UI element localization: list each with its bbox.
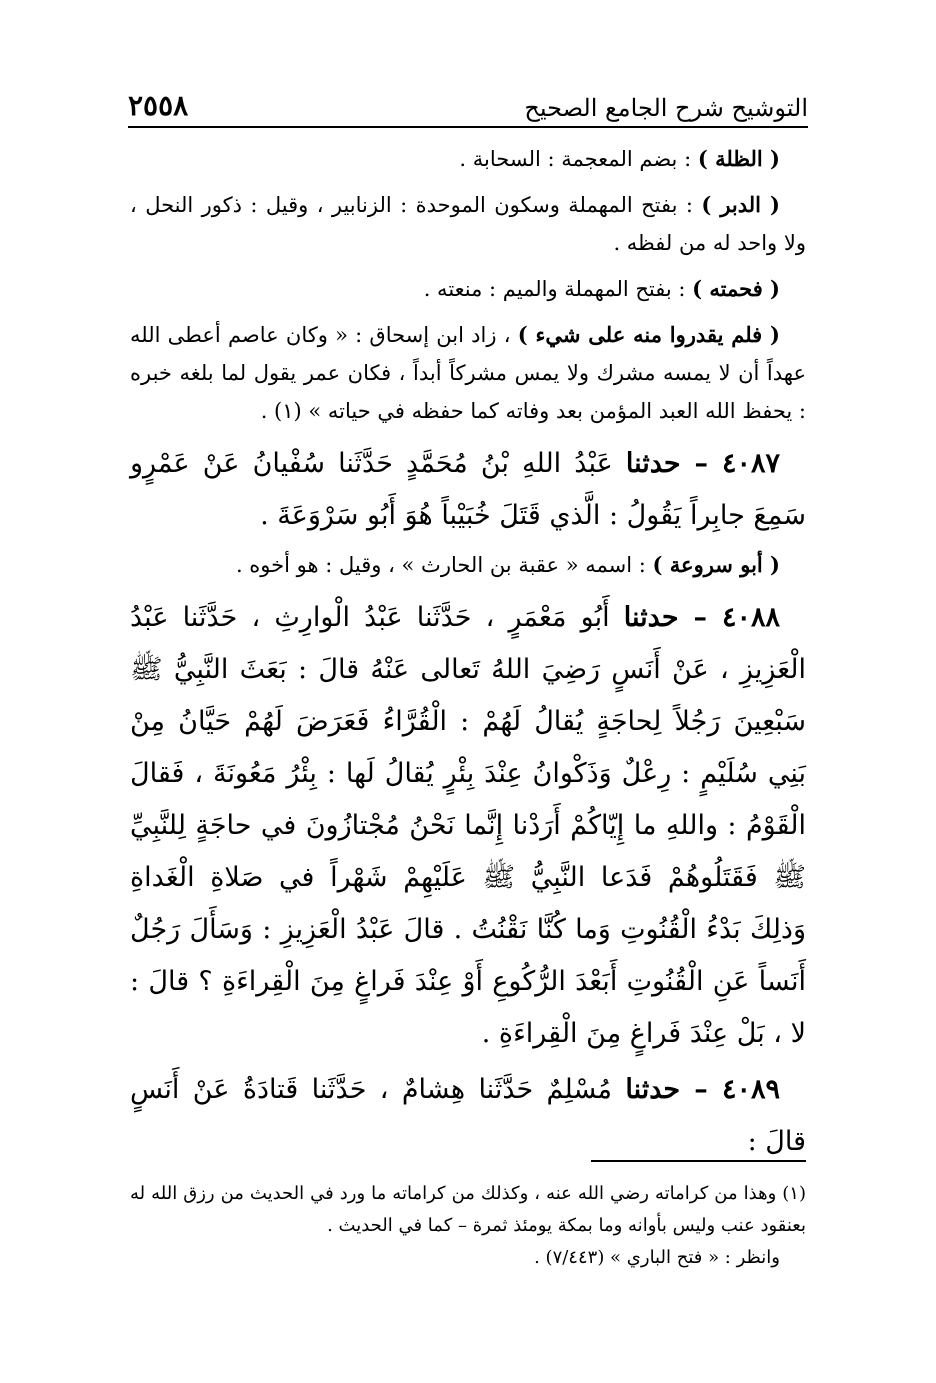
footnote-reference: وانظر : « فتح الباري » (٧/٤٤٣) . (534, 1247, 780, 1268)
gloss-text: ، زاد ابن إسحاق : « وكان عاصم أعطى الله عهداً أن لا يمسه مشرك ولا يمس مشركاً أبداً ، فكان عمر يقول لما بلغه خبره : يحفظ الله العبد المؤمن بعد وفاته كما حفظه في حياته » (١) . (130, 323, 806, 423)
header-rule (128, 126, 808, 128)
page-number: ٢٥٥٨ (128, 89, 189, 122)
gloss-term: ( فلم يقدروا منه على شيء ) (517, 322, 780, 347)
gloss-term: ( الدبر ) (701, 192, 780, 217)
hadith-text: عَبْدُ اللهِ بْنُ مُحَمَّدٍ حَدَّثَنا سُفْيانُ عَنْ عَمْرٍو سَمِعَ جابِراً يَقُولُ : الَّذي قَتَلَ خُبَيْباً هُوَ أَبُو سَرْوَعَةَ . (130, 448, 806, 531)
gloss-term: ( فحمته ) (692, 276, 780, 301)
hadith-number: ٤٠٨٨ – حدثنا (623, 602, 780, 633)
hadith-number: ٤٠٨٧ – حدثنا (625, 448, 780, 479)
footnote-separator (591, 1160, 806, 1162)
gloss-abu-sarwaa (130, 546, 806, 584)
gloss-term: ( أبو سروعة ) (652, 552, 780, 577)
gloss-text: : بضم المعجمة : السحابة . (459, 147, 698, 171)
book-title: التوشيح شرح الجامع الصحيح (524, 94, 808, 122)
gloss-term: ( الظلة ) (697, 146, 780, 171)
hadith-number: ٤٠٨٩ – حدثنا (625, 1074, 780, 1105)
hadith-4087 (130, 438, 806, 542)
gloss-text: : اسمه « عقبة بن الحارث » ، وقيل : هو أخوه . (235, 553, 653, 577)
page-header (128, 82, 808, 122)
gloss-zulla (130, 140, 806, 178)
gloss-fahamathu (130, 270, 806, 308)
gloss-dabr (130, 186, 806, 262)
hadith-4088 (130, 592, 806, 1060)
main-text (130, 140, 806, 1172)
hadith-text: أَبُو مَعْمَرٍ ، حَدَّثَنا عَبْدُ الْوارِثِ ، حَدَّثَنا عَبْدُ الْعَزِيزِ ، عَنْ أَنَسٍ رَضِيَ اللهُ تَعالى عَنْهُ قالَ : بَعَثَ النَّبِيُّ ﷺ سَبْعِينَ رَجُلاً لِحاجَةٍ يُقالُ لَهُمْ : الْقُرَّاءُ فَعَرَضَ لَهُمْ حَيَّانُ مِنْ بَنِي سُلَيْمٍ : رِعْلٌ وَذَكْوانُ عِنْدَ بِئْرٍ يُقالُ لَها : بِئْرُ مَعُونَةَ ، فَقالَ الْقَوْمُ : واللهِ ما إِيّاكُمْ أَرَدْنا إِنَّما نَحْنُ مُجْتازُونَ في حاجَةٍ لِلنَّبِيِّ ﷺ فَقَتَلُوهُمْ فَدَعا النَّبِيُّ ﷺ عَلَيْهِمْ شَهْراً في صَلاةِ الْغَداةِ وَذلِكَ بَدْءُ الْقُنُوتِ وَما كُنَّا نَقْنُتُ . قالَ عَبْدُ الْعَزِيزِ : وَسَأَلَ رَجُلٌ أَنَساً عَنِ الْقُنُوتِ أَبَعْدَ الرُّكُوعِ أَوْ عِنْدَ فَراغٍ مِنَ الْقِراءَةِ ؟ قالَ : لا ، بَلْ عِنْدَ فَراغٍ مِنَ الْقِراءَةِ . (130, 602, 806, 1049)
gloss-text: : بفتح المهملة وسكون الموحدة : الزنابير ، وقيل : ذكور النحل ، ولا واحد له من لفظه . (130, 193, 806, 255)
footnote-1: (١) وهذا من كراماته رضي الله عنه ، وكذلك من كراماته ما ورد في الحديث من رزق الله له بعنقود عنب وليس بأوانه وما بمكة يومئذ ثمرة – كما في الحديث . (130, 1183, 806, 1236)
gloss-text: : بفتح المهملة والميم : منعته . (423, 277, 693, 301)
hadith-text: مُسْلِمٌ حَدَّثَنا هِشامٌ ، حَدَّثَنا قَتادَةُ عَنْ أَنَسٍ قالَ : (130, 1074, 806, 1157)
footnotes (130, 1178, 806, 1274)
gloss-lam-yaqdiru (130, 316, 806, 430)
hadith-4089 (130, 1064, 806, 1168)
